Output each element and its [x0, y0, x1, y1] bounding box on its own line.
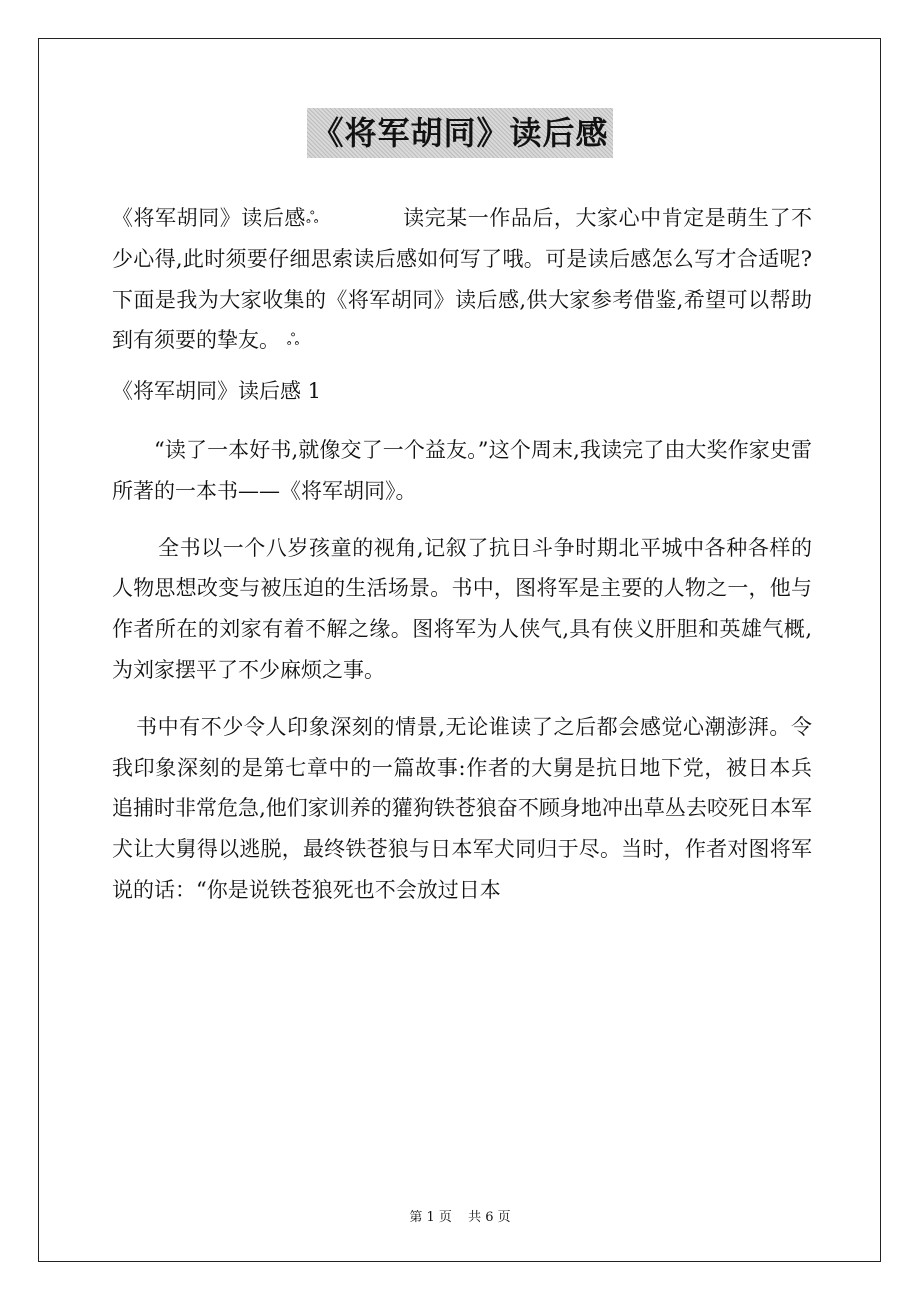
- paragraph-1: “读了一本好书,就像交了一个益友。”这个周末,我读完了由大奖作家史雷所著的一本书——《将军胡同》。: [112, 437, 812, 503]
- leaf-mark-icon: ஃ: [305, 208, 319, 227]
- document-body: [112, 198, 812, 911]
- intro-paragraph: [112, 198, 812, 361]
- document-title: 《将军胡同》读后感: [307, 108, 612, 158]
- total-pages: 共 6 页: [468, 1210, 511, 1225]
- intro-text: 读完某一作品后，大家心中肯定是萌生了不少心得,此时须要仔细思索读后感如何写了哦。可是读后感怎么写才合适呢?下面是我为大家收集的《将军胡同》读后感,供大家参考借鉴,希望可以帮助到有须要的挚友。: [112, 206, 812, 353]
- intro-heading: [112, 206, 319, 230]
- intro-heading-text: 《将军胡同》读后感: [112, 206, 306, 230]
- page-number: 第 1 页: [409, 1210, 452, 1225]
- title-container: [0, 108, 920, 158]
- page-footer: [0, 1206, 920, 1225]
- section-heading: 《将军胡同》读后感 1: [112, 379, 322, 404]
- paragraph-3: 书中有不少令人印象深刻的情景,无论谁读了之后都会感觉心潮澎湃。令我印象深刻的是第七章中的一篇故事:作者的大舅是抗日地下党，被日本兵追捕时非常危急,他们家训养的獾狗铁苍狼奋不顾身地冲出草丛去咬死日本军犬让大舅得以逃脱，最终铁苍狼与日本军犬同归于尽。当时，作者对图将军说的话：“你是说铁苍狼死也不会放过日本: [112, 714, 812, 902]
- paragraph-2: 全书以一个八岁孩童的视角,记叙了抗日斗争时期北平城中各种各样的人物思想改变与被压迫的生活场景。书中，图将军是主要的人物之一，他与作者所在的刘家有着不解之缘。图将军为人侠气,具有侠义肝胆和英雄气概,为刘家摆平了不少麻烦之事。: [112, 535, 812, 682]
- leaf-mark-icon: ஃ: [286, 330, 300, 350]
